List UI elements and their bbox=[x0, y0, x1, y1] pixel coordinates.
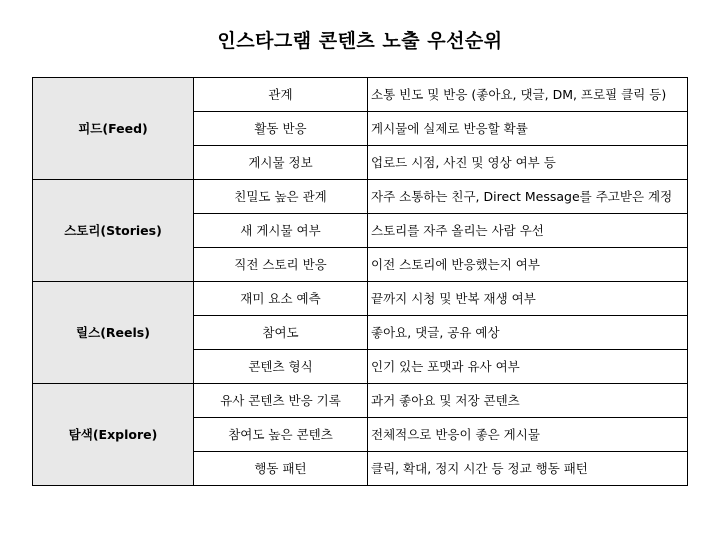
factor-cell: 게시물 정보 bbox=[194, 146, 368, 180]
factor-cell: 친밀도 높은 관계 bbox=[194, 180, 368, 214]
factor-cell: 활동 반응 bbox=[194, 112, 368, 146]
factor-cell: 행동 패턴 bbox=[194, 452, 368, 486]
description-cell: 클릭, 확대, 정지 시간 등 정교 행동 패턴 bbox=[368, 452, 688, 486]
factor-cell: 콘텐츠 형식 bbox=[194, 350, 368, 384]
table-row bbox=[33, 384, 688, 418]
description-cell: 전체적으로 반응이 좋은 게시물 bbox=[368, 418, 688, 452]
description-cell: 스토리를 자주 올리는 사람 우선 bbox=[368, 214, 688, 248]
description-cell: 끝까지 시청 및 반복 재생 여부 bbox=[368, 282, 688, 316]
description-cell: 게시물에 실제로 반응할 확률 bbox=[368, 112, 688, 146]
category-cell-feed: 피드(Feed) bbox=[33, 78, 194, 180]
factor-cell: 참여도 bbox=[194, 316, 368, 350]
document-title: 인스타그램 콘텐츠 노출 우선순위 bbox=[217, 30, 503, 52]
description-cell: 업로드 시점, 사진 및 영상 여부 등 bbox=[368, 146, 688, 180]
description-cell: 자주 소통하는 친구, Direct Message를 주고받은 계정 bbox=[368, 180, 688, 214]
factor-cell: 재미 요소 예측 bbox=[194, 282, 368, 316]
factor-cell: 참여도 높은 콘텐츠 bbox=[194, 418, 368, 452]
category-cell-reels: 릴스(Reels) bbox=[33, 282, 194, 384]
factor-cell: 유사 콘텐츠 반응 기록 bbox=[194, 384, 368, 418]
table-row bbox=[33, 282, 688, 316]
description-cell: 좋아요, 댓글, 공유 예상 bbox=[368, 316, 688, 350]
description-cell: 이전 스토리에 반응했는지 여부 bbox=[368, 248, 688, 282]
category-cell-explore: 탐색(Explore) bbox=[33, 384, 194, 486]
category-cell-stories: 스토리(Stories) bbox=[33, 180, 194, 282]
table-row bbox=[33, 78, 688, 112]
table-row bbox=[33, 180, 688, 214]
factor-cell: 직전 스토리 반응 bbox=[194, 248, 368, 282]
description-cell: 소통 빈도 및 반응 (좋아요, 댓글, DM, 프로필 클릭 등) bbox=[368, 78, 688, 112]
description-cell: 인기 있는 포맷과 유사 여부 bbox=[368, 350, 688, 384]
factor-cell: 새 게시물 여부 bbox=[194, 214, 368, 248]
description-cell: 과거 좋아요 및 저장 콘텐츠 bbox=[368, 384, 688, 418]
factor-cell: 관계 bbox=[194, 78, 368, 112]
priority-table bbox=[32, 77, 688, 486]
